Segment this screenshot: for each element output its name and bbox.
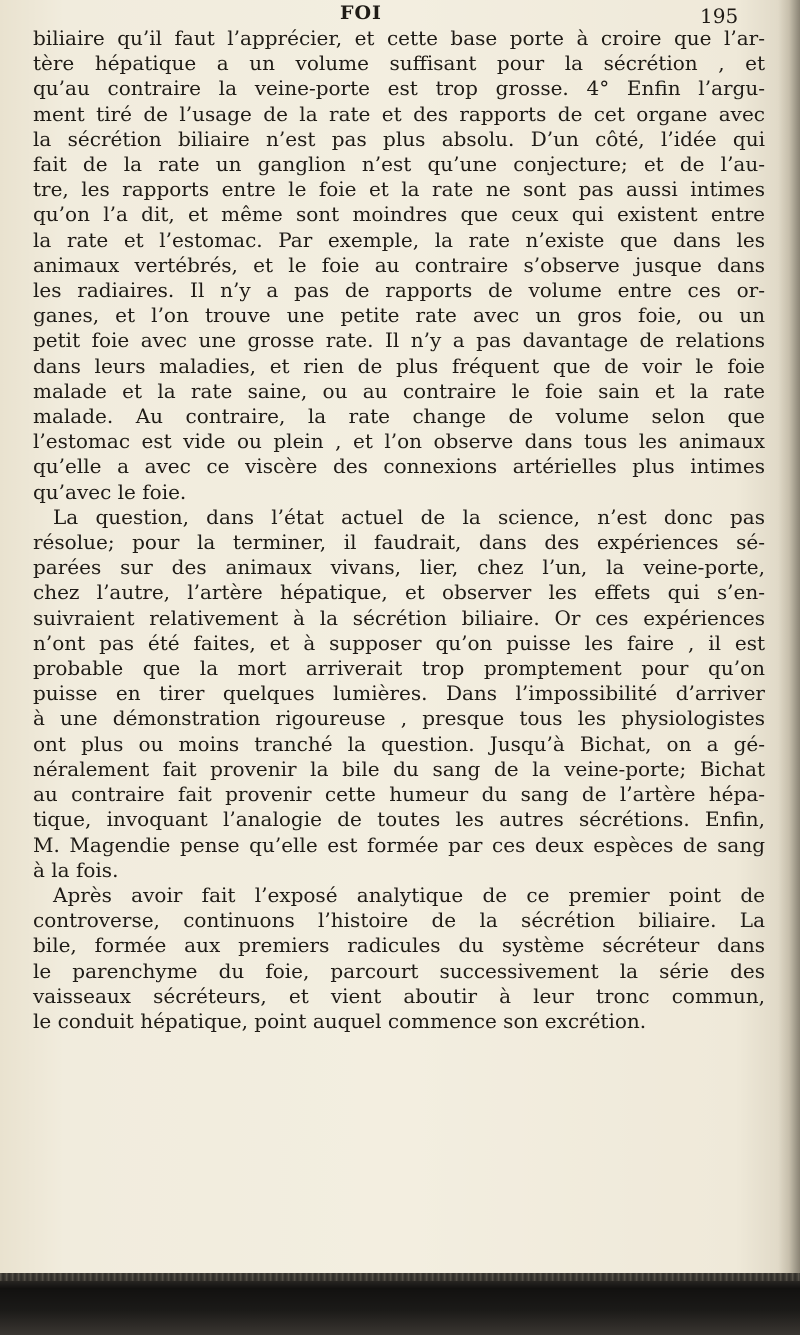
text-line: controverse, continuons l’histoire de la sécrétion biliaire. La bbox=[33, 908, 765, 933]
text-line: petit foie avec une grosse rate. Il n’y a pas davantage de relations bbox=[33, 328, 765, 353]
text-line: vaisseaux sécréteurs, et vient aboutir à leur tronc commun, bbox=[33, 983, 765, 1008]
text-line: les radiaires. Il n’y a pas de rapports de volume entre ces or- bbox=[33, 278, 765, 303]
text-line: à une démonstration rigoureuse , presque tous les physiologistes bbox=[33, 706, 765, 731]
text-line: fait de la rate un ganglion n’est qu’une conjecture; et de l’au- bbox=[33, 152, 765, 177]
paragraph bbox=[33, 883, 765, 1034]
text-line: à la fois. bbox=[33, 857, 119, 882]
text-line: qu’avec le foie. bbox=[33, 479, 187, 504]
running-head: FOI bbox=[340, 2, 382, 24]
text-line: La question, dans l’état actuel de la science, n’est donc pas bbox=[53, 504, 765, 529]
text-line: M. Magendie pense qu’elle est formée par ces deux espèces de sang bbox=[33, 832, 765, 857]
text-line: n’ont pas été faites, et à supposer qu’on puisse les faire , il est bbox=[33, 630, 765, 655]
text-line: qu’on l’a dit, et même sont moindres que ceux qui existent entre bbox=[33, 202, 765, 227]
text-line: l’estomac est vide ou plein , et l’on observe dans tous les animaux bbox=[33, 429, 765, 454]
text-line: dans leurs maladies, et rien de plus fréquent que de voir le foie bbox=[33, 353, 765, 378]
text-line: puisse en tirer quelques lumières. Dans l’impossibilité d’arriver bbox=[33, 681, 765, 706]
page-edge-shadow bbox=[778, 0, 800, 1335]
text-line: tre, les rapports entre le foie et la rate ne sont pas aussi intimes bbox=[33, 177, 765, 202]
text-line: malade. Au contraire, la rate change de volume selon que bbox=[33, 404, 765, 429]
text-line: résolue; pour la terminer, il faudrait, dans des expériences sé- bbox=[33, 530, 765, 555]
text-line: chez l’autre, l’artère hépatique, et observer les effets qui s’en- bbox=[33, 580, 765, 605]
text-line: bile, formée aux premiers radicules du système sécréteur dans bbox=[33, 933, 765, 958]
text-line: biliaire qu’il faut l’apprécier, et cette base porte à croire que l’ar- bbox=[33, 26, 765, 50]
text-line: Après avoir fait l’exposé analytique de ce premier point de bbox=[53, 882, 765, 907]
text-line: animaux vertébrés, et le foie au contraire s’observe jusque dans bbox=[33, 252, 765, 277]
paragraph bbox=[33, 505, 765, 883]
text-line: probable que la mort arriverait trop promptement pour qu’on bbox=[33, 656, 765, 681]
text-line: parées sur des animaux vivans, lier, chez l’un, la veine-porte, bbox=[33, 555, 765, 580]
text-line: ganes, et l’on trouve une petite rate avec un gros foie, ou un bbox=[33, 303, 765, 328]
paragraph bbox=[33, 26, 765, 505]
page-number: 195 bbox=[700, 4, 739, 28]
text-line: malade et la rate saine, ou au contraire le foie sain et la rate bbox=[33, 378, 765, 403]
text-line: néralement fait provenir la bile du sang de la veine-porte; Bichat bbox=[33, 756, 765, 781]
text-line: tère hépatique a un volume suffisant pour la sécrétion , et bbox=[33, 51, 765, 76]
text-line: la sécrétion biliaire n’est pas plus absolu. D’un côté, l’idée qui bbox=[33, 126, 765, 151]
text-line: le conduit hépatique, point auquel commence son excrétion. bbox=[33, 1008, 647, 1033]
text-line: au contraire fait provenir cette humeur du sang de l’artère hépa- bbox=[33, 782, 765, 807]
body-text bbox=[33, 26, 765, 1034]
text-line: tique, invoquant l’analogie de toutes les autres sécrétions. Enfin, bbox=[33, 807, 765, 832]
text-line: le parenchyme du foie, parcourt successivement la série des bbox=[33, 958, 765, 983]
text-line: qu’elle a avec ce viscère des connexions artérielles plus intimes bbox=[33, 454, 765, 479]
text-line: ont plus ou moins tranché la question. Jusqu’à Bichat, on a gé- bbox=[33, 731, 765, 756]
text-line: suivraient relativement à la sécrétion biliaire. Or ces expériences bbox=[33, 605, 765, 630]
text-line: la rate et l’estomac. Par exemple, la rate n’existe que dans les bbox=[33, 227, 765, 252]
scan-bottom-edge bbox=[0, 1273, 800, 1335]
text-line: ment tiré de l’usage de la rate et des rapports de cet organe avec bbox=[33, 101, 765, 126]
text-line: qu’au contraire la veine-porte est trop grosse. 4° Enfin l’argu- bbox=[33, 76, 765, 101]
